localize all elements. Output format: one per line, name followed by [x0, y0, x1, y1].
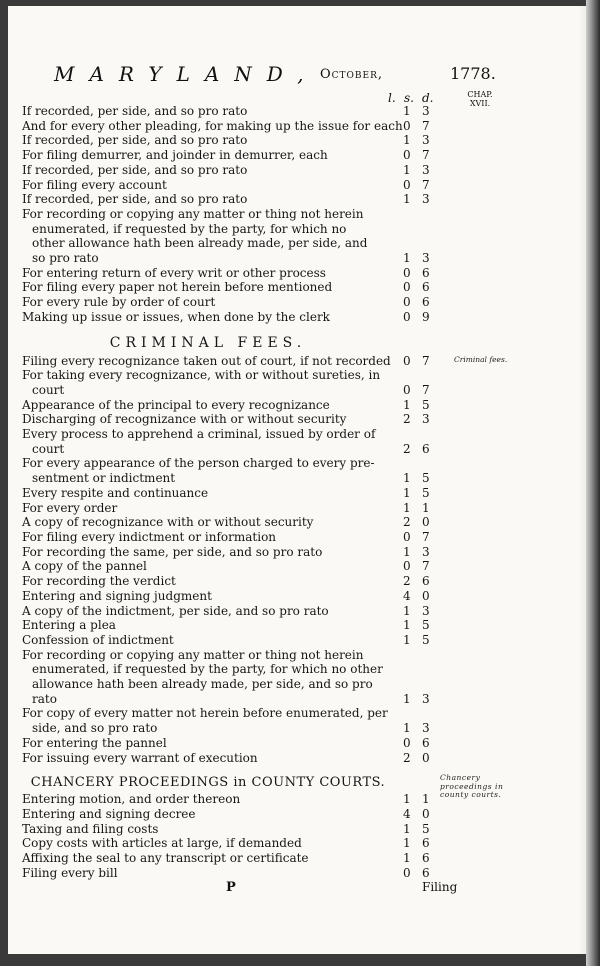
- fee-description-line: Confession of indictment: [22, 632, 174, 647]
- catchword: Filing: [422, 880, 458, 894]
- fee-entry: [22, 807, 582, 822]
- fee-description-line: Copy costs with articles at large, if demanded: [22, 836, 302, 851]
- fee-entry: [22, 368, 582, 397]
- fee-amount-shillings: 0: [403, 118, 411, 133]
- fee-entry: [22, 148, 582, 163]
- fee-description-line: Appearance of the principal to every recognizance: [22, 397, 330, 412]
- fee-amount-shillings: 1: [403, 721, 411, 736]
- fee-amount-pence: 9: [422, 309, 430, 324]
- fee-entry: [22, 501, 582, 516]
- document-page: [8, 6, 586, 954]
- fee-description-line: For entering return of every writ or other process: [22, 265, 326, 280]
- fee-amount-shillings: 1: [403, 691, 411, 706]
- fee-amount-pence: 6: [422, 265, 430, 280]
- fee-amount-pence: 6: [422, 295, 430, 310]
- fee-amount-pence: 3: [422, 104, 430, 118]
- fee-description-line: Discharging of recognizance with or without security: [22, 412, 347, 427]
- fee-amount-shillings: 0: [403, 529, 411, 544]
- fee-description-line: rato: [32, 691, 57, 706]
- fee-amount-pence: 0: [422, 806, 430, 821]
- fee-amount-shillings: 4: [403, 806, 411, 821]
- fee-entry: [22, 545, 582, 560]
- chancery-fees-list: [22, 792, 582, 880]
- fee-entry: [22, 412, 582, 427]
- fee-entry: [22, 836, 582, 851]
- fee-description-line: A copy of the indictment, per side, and so pro rato: [22, 603, 329, 618]
- fee-amount-pence: 6: [422, 865, 430, 880]
- fee-amount-pence: 1: [422, 792, 430, 807]
- fee-amount-pence: 5: [422, 485, 430, 500]
- fee-entry: [22, 530, 582, 545]
- fee-description-line: Entering a plea: [22, 618, 116, 633]
- fee-amount-pence: 6: [422, 735, 430, 750]
- fee-description-line: A copy of the pannel: [22, 559, 147, 574]
- fee-description-line: And for every other pleading, for making up the issue for each: [22, 118, 403, 133]
- fee-amount-pence: 3: [422, 251, 430, 266]
- fee-amount-shillings: 1: [403, 251, 411, 266]
- fee-description-line: enumerated, if requested by the party, for which no: [32, 221, 347, 236]
- header-state: MARYLAND,: [54, 62, 319, 86]
- column-head-pence: d.: [422, 91, 434, 105]
- fee-entry: [22, 574, 582, 589]
- fee-description-line: A copy of recognizance with or without security: [22, 515, 314, 530]
- fee-amount-shillings: 2: [403, 441, 411, 456]
- fee-description-line: If recorded, per side, and so pro rato: [22, 133, 248, 148]
- fee-amount-pence: 7: [422, 529, 430, 544]
- fee-entry: [22, 648, 582, 707]
- fee-amount-shillings: 1: [403, 162, 411, 177]
- fee-amount-shillings: 0: [403, 865, 411, 880]
- fee-description-line: Filing every bill: [22, 865, 118, 880]
- fee-entry: [22, 851, 582, 866]
- fee-amount-pence: 6: [422, 836, 430, 851]
- fee-entry: [22, 178, 582, 193]
- fee-amount-pence: 0: [422, 750, 430, 765]
- fee-description-line: For recording the same, per side, and so pro rato: [22, 544, 323, 559]
- fee-description-line: For issuing every warrant of execution: [22, 750, 258, 765]
- fee-amount-shillings: 2: [403, 750, 411, 765]
- fee-amount-pence: 7: [422, 177, 430, 192]
- signature-mark: P: [226, 880, 236, 895]
- chapter-number: XVII.: [469, 99, 491, 108]
- fee-amount-shillings: 1: [403, 821, 411, 836]
- fee-amount-pence: 3: [422, 544, 430, 559]
- fee-amount-shillings: 0: [403, 280, 411, 295]
- fee-description-line: For filing demurrer, and joinder in demurrer, each: [22, 148, 328, 163]
- fee-amount-shillings: 0: [403, 177, 411, 192]
- fee-description-line: For recording the verdict: [22, 574, 176, 589]
- fee-entry: [22, 427, 582, 456]
- fee-amount-pence: 7: [422, 148, 430, 163]
- fee-description-line: other allowance hath been already made, per side, and: [32, 236, 368, 251]
- fee-entry: [22, 163, 582, 178]
- fee-list-continued: [22, 104, 582, 325]
- fee-description-line: For filing every indictment or information: [22, 529, 277, 544]
- fee-amount-shillings: 1: [403, 104, 411, 118]
- fee-amount-pence: 5: [422, 632, 430, 647]
- fee-description-line: If recorded, per side, and so pro rato: [22, 104, 248, 118]
- fee-amount-shillings: 1: [403, 500, 411, 515]
- fee-description-line: For taking every recognizance, with or without sureties, in: [22, 368, 381, 383]
- fee-entry: [22, 104, 582, 119]
- fee-amount-shillings: 1: [403, 397, 411, 412]
- fee-amount-pence: 3: [422, 691, 430, 706]
- fee-amount-pence: 3: [422, 412, 430, 427]
- fee-description-line: For every order: [22, 500, 118, 515]
- fee-amount-shillings: 1: [403, 632, 411, 647]
- fee-amount-shillings: 2: [403, 412, 411, 427]
- fee-entry: [22, 706, 582, 735]
- fee-entry: [22, 280, 582, 295]
- fee-amount-pence: 6: [422, 280, 430, 295]
- fee-entry: [22, 207, 582, 266]
- header-month: October,: [320, 67, 384, 82]
- fee-entry: [22, 295, 582, 310]
- fee-amount-shillings: 1: [403, 133, 411, 148]
- chancery-margin-note: Chancery proceedings in county courts.: [440, 773, 504, 800]
- fee-description-line: Taxing and filing costs: [22, 821, 159, 836]
- fee-amount-shillings: 1: [403, 618, 411, 633]
- fee-amount-pence: 3: [422, 192, 430, 207]
- fee-description-line: so pro rato: [32, 251, 99, 266]
- fee-amount-pence: 0: [422, 515, 430, 530]
- fee-amount-shillings: 1: [403, 471, 411, 486]
- fee-amount-pence: 3: [422, 721, 430, 736]
- fee-description-line: Filing every recognizance taken out of court, if not recorded: [22, 353, 391, 368]
- fee-amount-shillings: 2: [403, 574, 411, 589]
- fee-entry: [22, 133, 582, 148]
- fee-description-line: For recording or copying any matter or thing not herein: [22, 647, 364, 662]
- fee-description-line: Every process to apprehend a criminal, issued by order of: [22, 427, 376, 442]
- header-year: 1778.: [450, 64, 496, 83]
- fee-description-line: For recording or copying any matter or thing not herein: [22, 206, 364, 221]
- fee-description-line: enumerated, if requested by the party, for which no other: [32, 662, 383, 677]
- fee-description-line: allowance hath been already made, per side, and so pro: [32, 677, 373, 692]
- fee-entry: [22, 266, 582, 281]
- fee-entry: [22, 398, 582, 413]
- chancery-heading-text: CHANCERY PROCEEDINGS in COUNTY COURTS.: [30, 775, 386, 791]
- fee-amount-pence: 7: [422, 382, 430, 397]
- fee-amount-pence: 3: [422, 133, 430, 148]
- fee-amount-shillings: 0: [403, 353, 411, 368]
- fee-amount-pence: 7: [422, 118, 430, 133]
- fee-amount-pence: 7: [422, 559, 430, 574]
- fee-amount-pence: 3: [422, 162, 430, 177]
- fee-description-line: For filing every account: [22, 177, 167, 192]
- fee-description-line: For copy of every matter not herein before enumerated, per: [22, 706, 388, 721]
- fee-description-line: Affixing the seal to any transcript or certificate: [22, 851, 309, 866]
- fee-amount-shillings: 1: [403, 851, 411, 866]
- fee-entry: [22, 633, 582, 648]
- fee-amount-pence: 6: [422, 441, 430, 456]
- page-gutter-shadow: [578, 6, 586, 954]
- fee-entry: [22, 354, 582, 369]
- fee-amount-pence: 5: [422, 471, 430, 486]
- criminal-fees-list: [22, 354, 582, 766]
- fee-amount-pence: 1: [422, 500, 430, 515]
- fee-amount-shillings: 0: [403, 265, 411, 280]
- fee-amount-shillings: 0: [403, 148, 411, 163]
- fee-description-line: Every respite and continuance: [22, 485, 209, 500]
- fee-description-line: court: [32, 382, 65, 397]
- fee-description-line: If recorded, per side, and so pro rato: [22, 162, 248, 177]
- running-header: [8, 62, 586, 88]
- fee-description-line: If recorded, per side, and so pro rato: [22, 192, 248, 207]
- page-footer: [8, 880, 586, 900]
- fee-description-line: Entering and signing decree: [22, 806, 196, 821]
- fee-amount-shillings: 2: [403, 515, 411, 530]
- fee-entry: [22, 119, 582, 134]
- fee-description-line: For entering the pannel: [22, 735, 167, 750]
- fee-description-line: Entering and signing judgment: [22, 588, 212, 603]
- fee-amount-pence: 5: [422, 397, 430, 412]
- fee-entry: [22, 192, 582, 207]
- fee-entry: [22, 822, 582, 837]
- fee-entry: [22, 589, 582, 604]
- fee-entry: [22, 866, 582, 881]
- binding-edge: [586, 0, 600, 966]
- fee-amount-shillings: 0: [403, 735, 411, 750]
- fee-amount-shillings: 1: [403, 192, 411, 207]
- fee-entry: [22, 559, 582, 574]
- fee-entry: [22, 310, 582, 325]
- chapter-label: CHAP.: [467, 90, 493, 99]
- fee-entry: [22, 736, 582, 751]
- fee-amount-pence: 0: [422, 588, 430, 603]
- fee-description-line: Making up issue or issues, when done by the clerk: [22, 309, 330, 324]
- fee-description-line: court: [32, 441, 65, 456]
- fee-schedule: [22, 104, 582, 880]
- column-head-shillings: s.: [404, 91, 414, 105]
- fee-entry: [22, 486, 582, 501]
- fee-amount-shillings: 0: [403, 382, 411, 397]
- fee-description-line: Entering motion, and order thereon: [22, 792, 241, 807]
- fee-amount-pence: 6: [422, 574, 430, 589]
- fee-entry: [22, 604, 582, 619]
- fee-amount-pence: 6: [422, 851, 430, 866]
- fee-amount-pence: 5: [422, 618, 430, 633]
- fee-amount-shillings: 0: [403, 295, 411, 310]
- fee-amount-shillings: 0: [403, 559, 411, 574]
- criminal-margin-note: Criminal fees.: [454, 354, 508, 364]
- fee-amount-pence: 7: [422, 353, 430, 368]
- fee-amount-shillings: 1: [403, 792, 411, 807]
- fee-amount-shillings: 1: [403, 836, 411, 851]
- fee-entry: [22, 515, 582, 530]
- fee-entry: [22, 618, 582, 633]
- fee-amount-pence: 3: [422, 603, 430, 618]
- fee-description-line: For every appearance of the person charged to every pre-: [22, 456, 375, 471]
- fee-amount-shillings: 4: [403, 588, 411, 603]
- fee-description-line: side, and so pro rato: [32, 721, 158, 736]
- fee-entry: [22, 751, 582, 766]
- criminal-fees-heading: CRIMINAL FEES.: [109, 334, 307, 351]
- fee-description-line: For filing every paper not herein before mentioned: [22, 280, 333, 295]
- fee-amount-pence: 5: [422, 821, 430, 836]
- fee-description-line: For every rule by order of court: [22, 295, 216, 310]
- column-head-pounds: l.: [388, 91, 396, 105]
- fee-entry: [22, 792, 582, 807]
- fee-amount-shillings: 0: [403, 309, 411, 324]
- fee-amount-shillings: 1: [403, 603, 411, 618]
- fee-amount-shillings: 1: [403, 485, 411, 500]
- fee-amount-shillings: 1: [403, 544, 411, 559]
- fee-description-line: sentment or indictment: [32, 471, 176, 486]
- fee-entry: [22, 456, 582, 485]
